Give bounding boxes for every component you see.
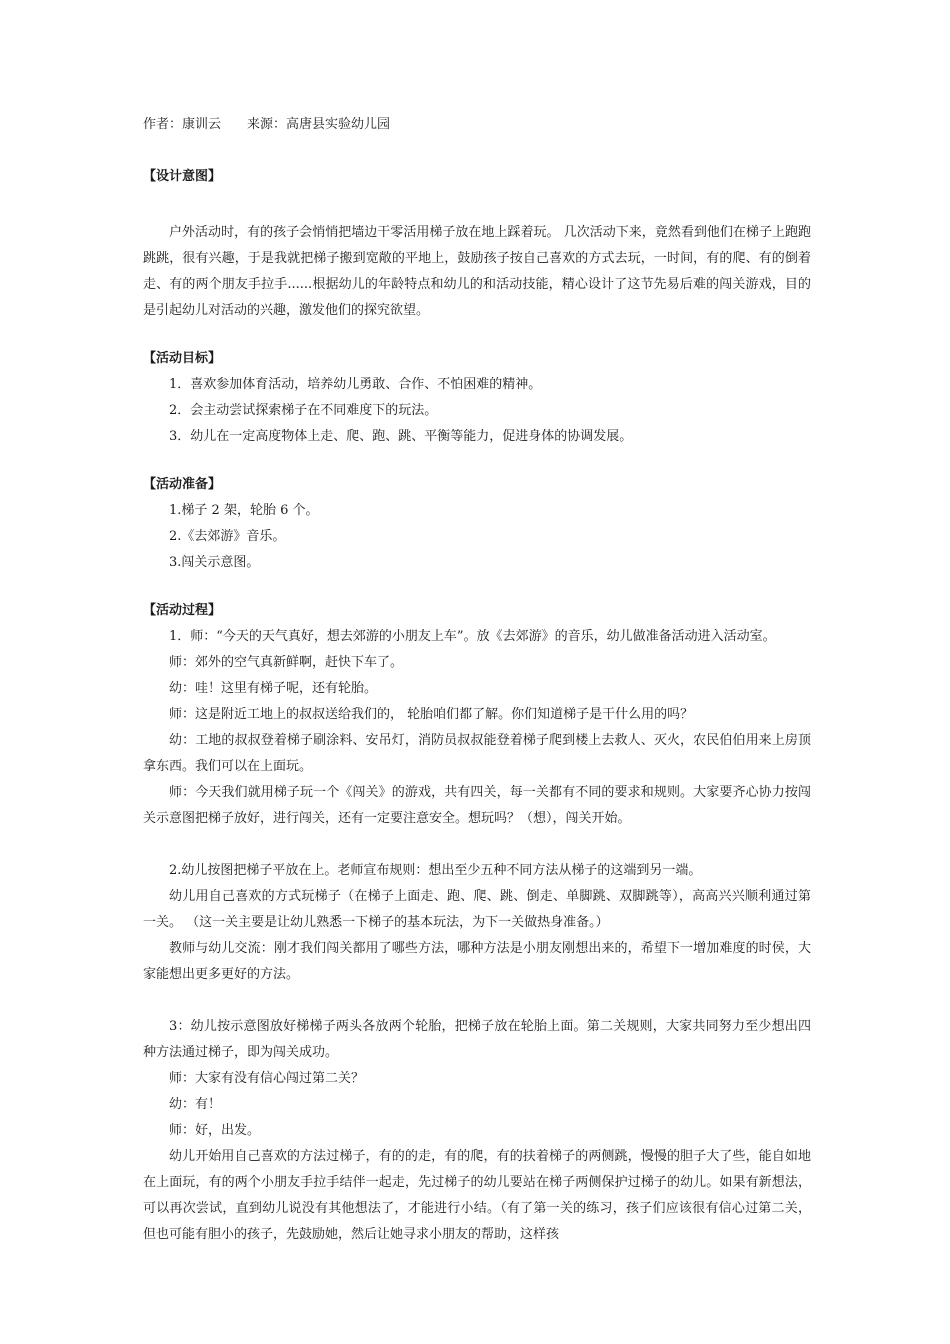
process-paragraph: 幼儿开始用自己喜欢的方法过梯子，有的的走，有的爬，有的扶着梯子的两侧跳，慢慢的胆子大了些，能自如地在上面玩，有的两个小朋友手拉手结伴一起走，先过梯子的幼儿要站在梯子两侧保护过梯子的幼儿。如果有新想法，可以再次尝试，直到幼儿说没有其他想法了，才能进行小结。（有了第一关的练习，孩子们应该很有信心过第二关，但也可能有胆小的孩子，先鼓励她，然后让她寻求小朋友的帮助，这样孩 [143,1149,811,1242]
activity-process-heading: 【活动过程】 [143,603,222,618]
process-paragraph: 师：这是附近工地上的叔叔送给我们的， 轮胎咱们都了解。你们知道梯子是干什么用的吗？ [169,707,694,722]
process-paragraph: 师：大家有没有信心闯过第二关？ [169,1071,365,1086]
process-paragraph: 师：今天我们就用梯子玩一个《闯关》的游戏，共有四关，每一关都有不同的要求和规则。大家要齐心协力按闯关示意图把梯子放好，进行闯关，还有一定要注意安全。想玩吗？（想），闯关开始。 [143,785,811,826]
author-text: 作者：康训云 [143,117,222,132]
process-paragraph: 师：好，出发。 [169,1123,261,1138]
process-paragraph: 幼：有！ [169,1097,222,1112]
design-intent-heading: 【设计意图】 [143,169,222,184]
process-paragraph: 1．师：“今天的天气真好，想去郊游的小朋友上车”。放《去郊游》的音乐，幼儿做准备活动进入活动室。 [169,629,776,644]
goal-item: 2．会主动尝试探索梯子在不同难度下的玩法。 [169,403,438,418]
prep-item: 2.《去郊游》音乐。 [169,529,286,544]
process-paragraph: 幼：哇！这里有梯子呢，还有轮胎。 [169,681,378,696]
goal-item: 3．幼儿在一定高度物体上走、爬、跑、跳、平衡等能力，促进身体的协调发展。 [169,429,633,444]
document-page [143,112,811,1248]
process-paragraph: 2.幼儿按图把梯子平放在上。老师宣布规则：想出至少五种不同方法从梯子的这端到另一端。 [169,863,702,878]
prep-item: 1.梯子 2 架，轮胎 6 个。 [169,503,319,518]
source-text: 来源：高唐县实验幼儿园 [247,117,391,132]
design-intent-paragraph: 户外活动时，有的孩子会悄悄把墙边干零活用梯子放在地上踩着玩。 几次活动下来，竟然看到他们在梯子上跑跑跳跳，很有兴趣，于是我就把梯子搬到宽敞的平地上，鼓励孩子按自己喜欢的方式去玩，一时间，有的爬、有的倒着走、有的两个朋友手拉手......根据幼儿的年龄特点和幼儿的和活动技能，精心设计了这节先易后难的闯关游戏，目的是引起幼儿对活动的兴趣，激发他们的探究欲望。 [143,225,811,318]
prep-item: 3.闯关示意图。 [169,555,260,570]
activity-prep-heading: 【活动准备】 [143,477,222,492]
activity-goals-heading: 【活动目标】 [143,351,222,366]
process-paragraph: 师：郊外的空气真新鲜啊，赶快下车了。 [169,655,404,670]
author-source-line [143,112,811,138]
process-paragraph: 教师与幼儿交流：刚才我们闯关都用了哪些方法，哪种方法是小朋友刚想出来的，希望下一增加难度的时侯，大家能想出更多更好的方法。 [143,941,811,982]
goal-item: 1．喜欢参加体育活动，培养幼儿勇敢、合作、不怕困难的精神。 [169,377,542,392]
process-paragraph: 3：幼儿按示意图放好梯梯子两头各放两个轮胎，把梯子放在轮胎上面。第二关规则，大家共同努力至少想出四种方法通过梯子，即为闯关成功。 [143,1019,811,1060]
process-paragraph: 幼儿用自己喜欢的方式玩梯子（在梯子上面走、跑、爬、跳、倒走、单脚跳、双脚跳等），高高兴兴顺利通过第一关。 （这一关主要是让幼儿熟悉一下梯子的基本玩法，为下一关做热身准备。） [143,889,811,930]
process-paragraph: 幼：工地的叔叔登着梯子刷涂料、安吊灯，消防员叔叔能登着梯子爬到楼上去救人、灭火，农民伯伯用来上房顶拿东西。我们可以在上面玩。 [143,733,811,774]
